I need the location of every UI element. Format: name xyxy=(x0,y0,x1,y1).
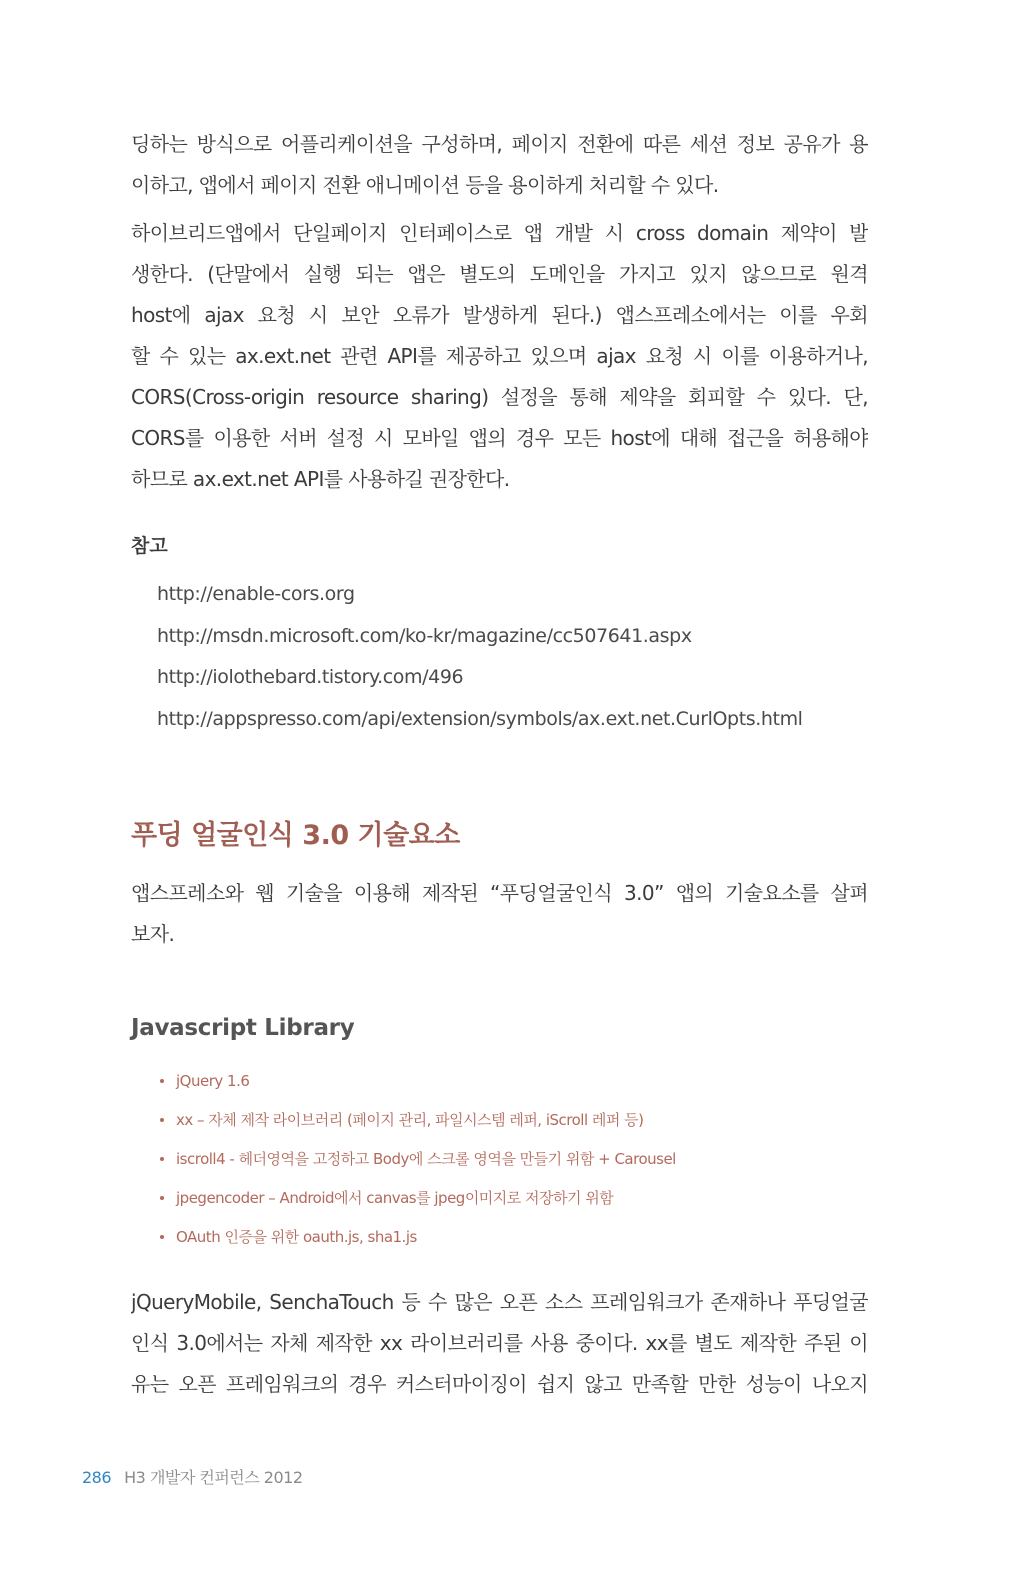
library-item xyxy=(160,1179,676,1218)
closing-paragraph xyxy=(131,1282,868,1405)
intro-line-1: 딩하는 방식으로 어플리케이션을 구성하며, 페이지 전환에 따른 세션 정보 공유가 용 xyxy=(131,132,868,156)
bullet-dot-icon xyxy=(160,1079,164,1083)
intro-line-2: 이하고, 앱에서 페이지 전환 애니메이션 등을 용이하게 처리할 수 있다. xyxy=(131,173,719,197)
cors-line-2: 생한다. (단말에서 실행 되는 앱은 별도의 도메인을 가지고 있지 않으므로 원격 xyxy=(131,262,868,286)
library-item xyxy=(160,1062,676,1101)
page-number: 286 xyxy=(82,1468,112,1487)
cors-line-4: 할 수 있는 ax.ext.net 관련 API를 제공하고 있으며 ajax 요청 시 이를 이용하거나, xyxy=(131,344,868,368)
references-heading: 참고 xyxy=(131,535,168,557)
library-item xyxy=(160,1101,676,1140)
bullet-dot-icon xyxy=(160,1235,164,1239)
reference-link[interactable]: http://appspresso.com/api/extension/symbols/ax.ext.net.CurlOpts.html xyxy=(157,707,803,730)
cors-paragraph xyxy=(131,213,868,500)
reference-link[interactable]: http://enable-cors.org xyxy=(157,583,355,605)
library-heading: Javascript Library xyxy=(131,1015,355,1041)
library-item xyxy=(160,1140,676,1179)
bullet-dot-icon xyxy=(160,1196,164,1200)
library-item-text: iscroll4 - 헤더영역을 고정하고 Body에 스크롤 영역을 만들기 위함 + Carousel xyxy=(176,1150,676,1168)
section-intro-line-2: 보자. xyxy=(131,922,175,946)
library-item-text: jQuery 1.6 xyxy=(176,1072,250,1090)
book-title: H3 개발자 컨퍼런스 2012 xyxy=(124,1468,303,1487)
reference-link[interactable]: http://iolothebard.tistory.com/496 xyxy=(157,666,464,688)
cors-line-1: 하이브리드앱에서 단일페이지 인터페이스로 앱 개발 시 cross domain 제약이 발 xyxy=(131,221,868,245)
section-intro-paragraph xyxy=(131,873,868,955)
section-title: 푸딩 얼굴인식 3.0 기술요소 xyxy=(131,820,460,851)
references-list xyxy=(157,574,803,740)
cors-line-3: host에 ajax 요청 시 보안 오류가 발생하게 된다.) 앱스프레소에서는 이를 우회 xyxy=(131,303,868,327)
library-list xyxy=(160,1062,676,1257)
intro-paragraph xyxy=(131,124,868,206)
library-item-text: jpegencoder – Android에서 canvas를 jpeg이미지로 저장하기 위함 xyxy=(176,1189,614,1207)
library-item-text: OAuth 인증을 위한 oauth.js, sha1.js xyxy=(176,1228,417,1246)
closing-line-2: 인식 3.0에서는 자체 제작한 xx 라이브러리를 사용 중이다. xx를 별도 제작한 주된 이 xyxy=(131,1331,868,1355)
library-item-text: xx – 자체 제작 라이브러리 (페이지 관리, 파일시스템 레퍼, iScroll 레퍼 등) xyxy=(176,1111,644,1129)
cors-line-5: CORS(Cross-origin resource sharing) 설정을 통해 제약을 회피할 수 있다. 단, xyxy=(131,385,868,409)
cors-line-7: 하므로 ax.ext.net API를 사용하길 권장한다. xyxy=(131,467,510,491)
closing-line-3: 유는 오픈 프레임워크의 경우 커스터마이징이 쉽지 않고 만족할 만한 성능이 나오지 xyxy=(131,1372,868,1396)
library-item xyxy=(160,1218,676,1257)
bullet-dot-icon xyxy=(160,1118,164,1122)
section-intro-line-1: 앱스프레소와 웹 기술을 이용해 제작된 “푸딩얼굴인식 3.0” 앱의 기술요소를 살펴 xyxy=(131,881,868,905)
cors-line-6: CORS를 이용한 서버 설정 시 모바일 앱의 경우 모든 host에 대해 접근을 허용해야 xyxy=(131,426,868,450)
reference-link[interactable]: http://msdn.microsoft.com/ko-kr/magazine/cc507641.aspx xyxy=(157,624,692,647)
closing-line-1: jQueryMobile, SenchaTouch 등 수 많은 오픈 소스 프레임워크가 존재하나 푸딩얼굴 xyxy=(131,1290,868,1314)
bullet-dot-icon xyxy=(160,1157,164,1161)
page-footer xyxy=(82,1466,303,1490)
